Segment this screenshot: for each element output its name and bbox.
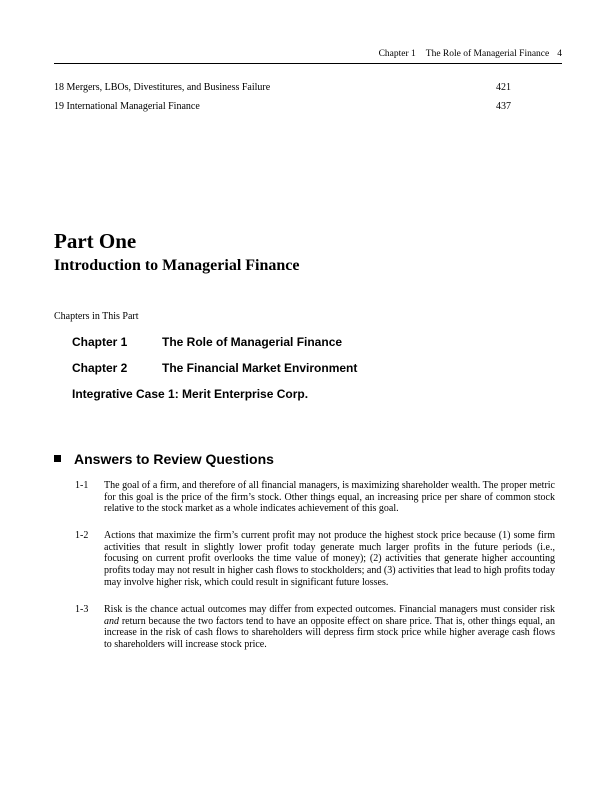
square-bullet-icon xyxy=(54,455,61,462)
answer-text-part: Risk is the chance actual outcomes may differ from expected outcomes. Financial managers must consider risk xyxy=(104,604,555,615)
part-subtitle: Introduction to Managerial Finance xyxy=(54,257,300,274)
toc-page: 421 xyxy=(496,82,511,93)
section-heading-text: Answers to Review Questions xyxy=(74,451,274,467)
answer-number: 1-2 xyxy=(75,530,89,541)
header-page-number: 4 xyxy=(557,49,562,59)
toc-title: 18 Mergers, LBOs, Divestitures, and Business Failure xyxy=(54,82,271,93)
chapters-label: Chapters in This Part xyxy=(54,311,139,322)
chapter-title: The Financial Market Environment xyxy=(162,361,358,375)
header-title: The Role of Managerial Finance xyxy=(425,49,550,59)
chapter-number: Chapter 2 xyxy=(72,361,128,375)
answer-number: 1-3 xyxy=(75,604,89,615)
answer-text-emphasis: and xyxy=(104,615,119,627)
answer-text: The goal of a firm, and therefore of all financial managers, is maximizing shareholder wealth. The proper metric for this goal is the price of the firm’s stock. Other things equal, an increasing price per share of common stock relative to the stock market as a whole indicates achievement of this goal. xyxy=(104,480,555,515)
chapter-entry xyxy=(72,361,357,375)
answer-item xyxy=(75,530,555,589)
answer-text-part: return because the two factors tend to have an opposite effect on share price. That is, other things equal, an increase in the risk of cash flows to shareholders will depress firm stock price while higher average cash flows to shareholders will increase stock price. xyxy=(104,615,555,651)
section-heading xyxy=(54,451,274,468)
chapter-entry xyxy=(72,335,342,349)
toc-page: 437 xyxy=(496,101,511,112)
answer-text: Actions that maximize the firm’s current profit may not produce the highest stock price because (1) some firm activities that result in slightly lower profit today generate much larger profits in the future periods (i.e., focusing on current profit overlooks the time value of money); (2) activities that generate higher accounting profits today may not result in higher cash flows to stockholders; and (3) activities that lead to high profits today may involve higher risk, which could result in significant future losses. xyxy=(104,530,555,588)
answer-number: 1-1 xyxy=(75,480,89,491)
chapter-title: The Role of Managerial Finance xyxy=(162,335,343,349)
answer-text xyxy=(104,604,555,651)
part-title: Part One xyxy=(54,229,137,253)
toc-row xyxy=(54,82,524,101)
header-chapter: Chapter 1 xyxy=(378,49,416,59)
integrative-case: Integrative Case 1: Merit Enterprise Corp. xyxy=(72,387,309,401)
running-header xyxy=(54,49,562,64)
toc-title: 19 International Managerial Finance xyxy=(54,101,200,112)
toc-continuation xyxy=(54,82,524,120)
chapter-number: Chapter 1 xyxy=(72,335,128,349)
answer-item xyxy=(75,480,555,515)
answer-item xyxy=(75,604,555,651)
toc-row xyxy=(54,101,524,120)
